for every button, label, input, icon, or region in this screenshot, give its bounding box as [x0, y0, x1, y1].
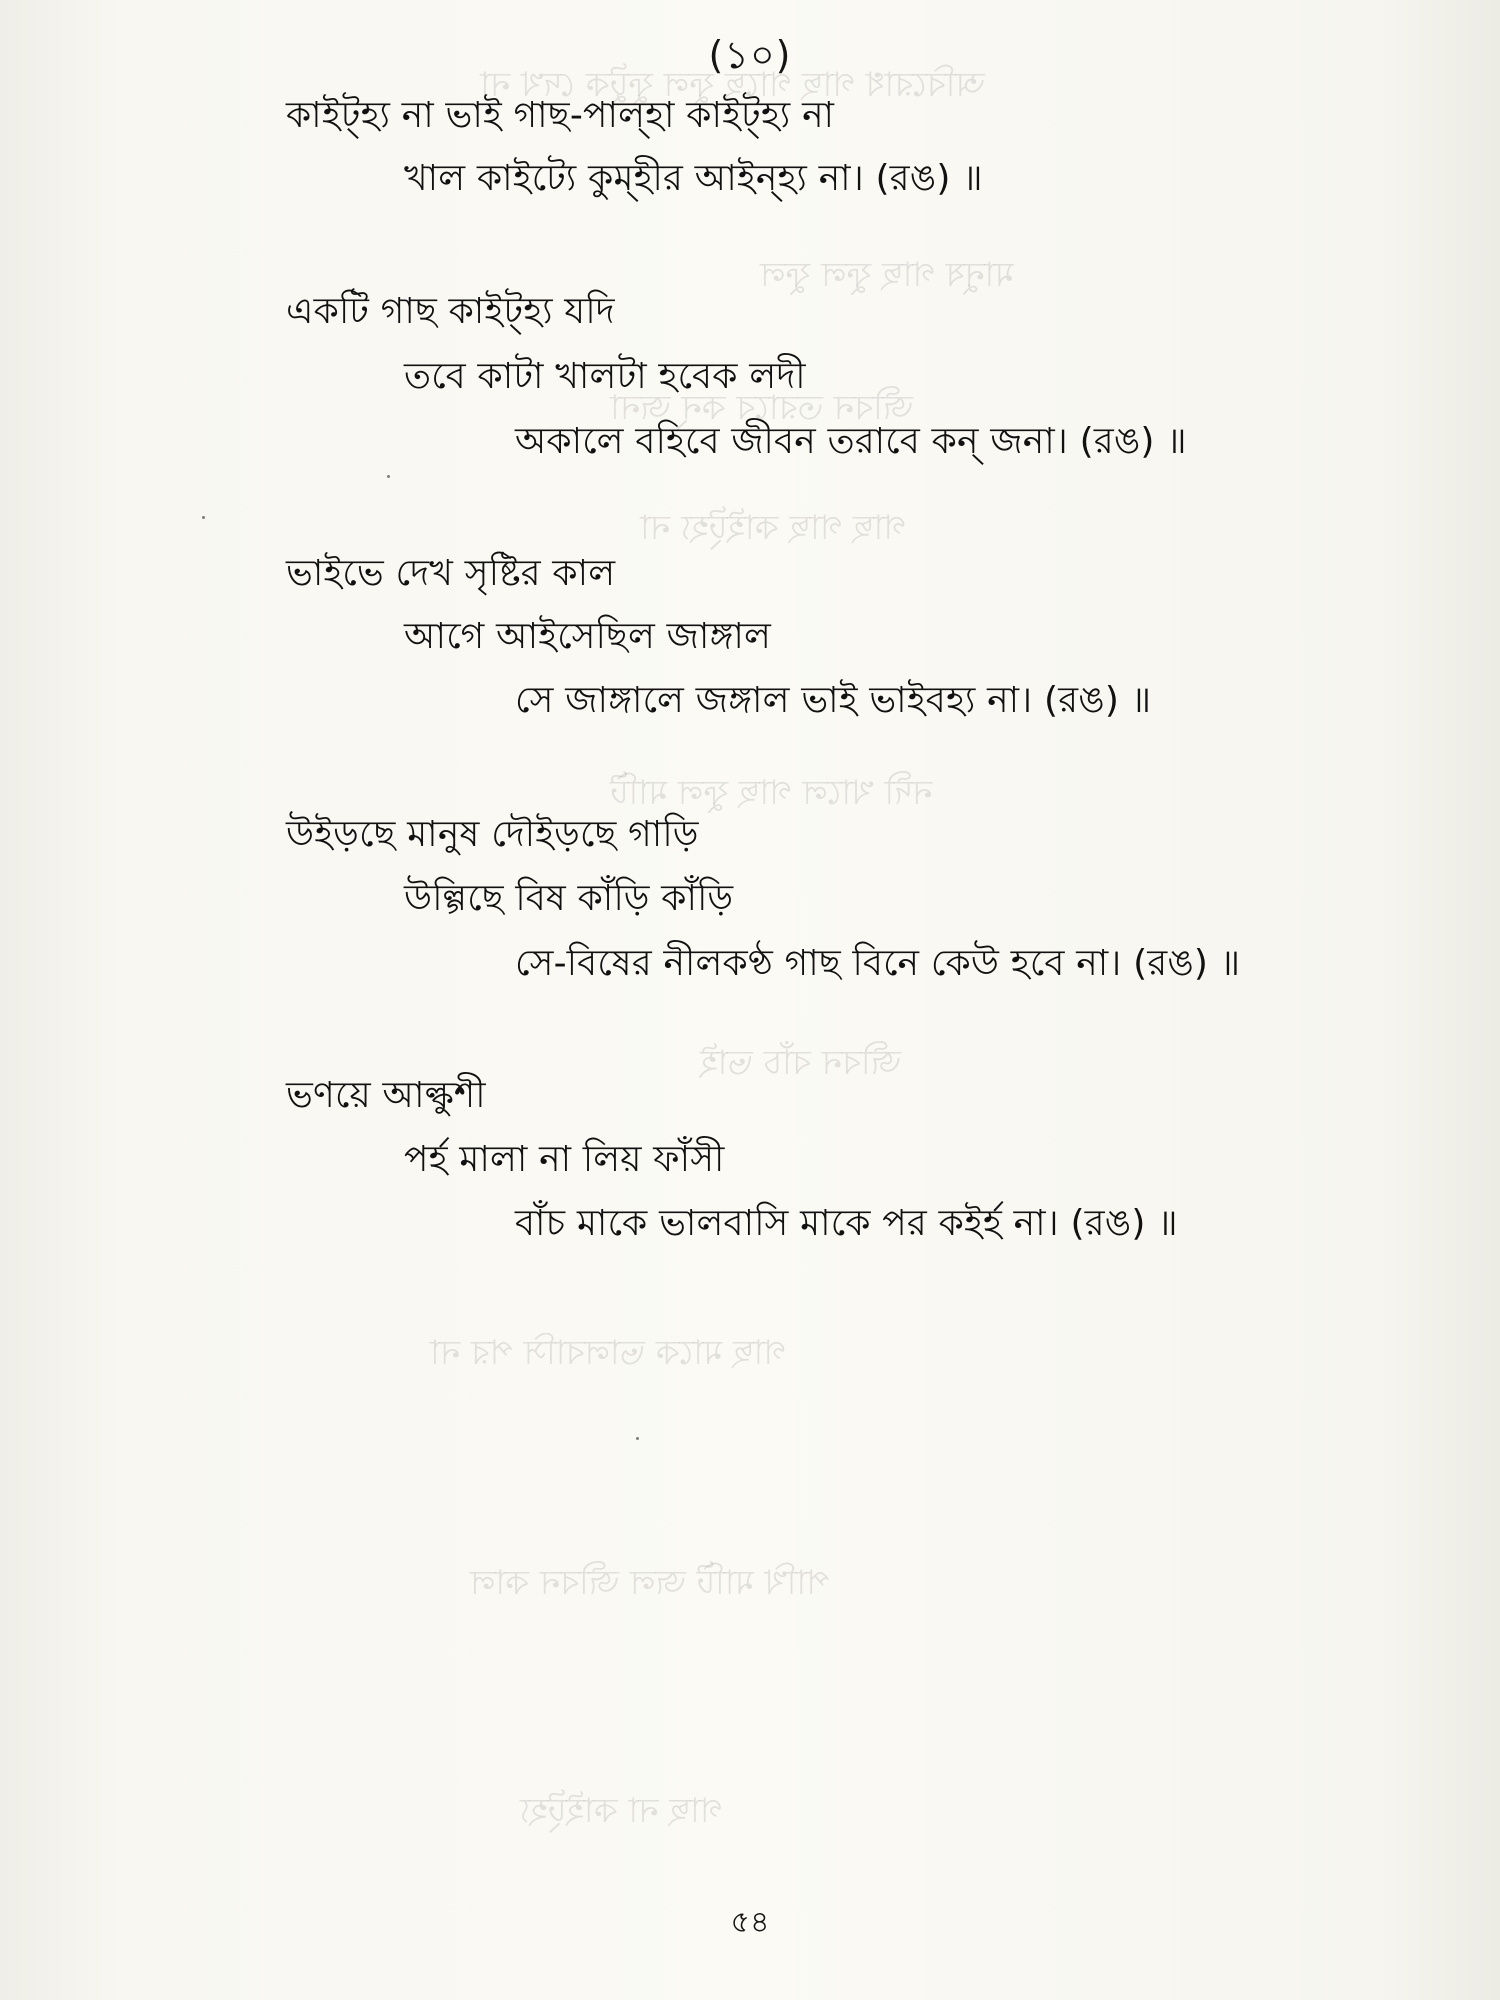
poem-line: খাল কাইট্যে কুম্হীর আইন্হ্য না। (রঙ) ॥ — [404, 158, 983, 199]
poem-line: ভাইভে দেখ সৃষ্টির কাল — [286, 553, 616, 594]
poem-line: বাঁচ মাকে ভালবাসি মাকে পর কইর্হ না। (রঙ) ॥ — [515, 1203, 1178, 1244]
bleed-through-text: গাছ গাছ কাইট্হ্য না — [640, 508, 906, 548]
bleed-through-text: জীবন তরাবে কন্ জনা — [610, 388, 914, 428]
poem-line: তবে কাটা খালটা হবেক লদী — [404, 356, 806, 397]
poem-line: পর্হ মালা না লিয় ফাঁসী — [404, 1139, 725, 1180]
bleed-through-text: গাছ মাকে ভালবাসি পর না — [430, 1333, 786, 1373]
poem-line: সে-বিষের নীলকণ্ঠ গাছ বিনে কেউ হবে না। (রঙ) ॥ — [515, 943, 1241, 984]
bleed-through-text: গাছ না কাইট্হ্য — [520, 1791, 723, 1831]
bleed-through-text: অবিরোধ গাছ গাছে ফুল ফুটুক দেখ না — [480, 65, 985, 105]
page-number-bottom: ৫৪ — [730, 1905, 770, 1940]
poem-line: একটি গাছ কাইট্হ্য যদি — [286, 291, 615, 332]
page-number-top: (১০) — [708, 33, 792, 77]
poem-line: সে জাঙ্গালে জঙ্গাল ভাই ভাইবহ্য না। (রঙ) ॥ — [515, 680, 1152, 721]
poem-line: উল্গিছে বিষ কাঁড়ি কাঁড়ি — [404, 878, 734, 919]
bleed-through-text: নদী খালে গাছ ফুল মাটি — [610, 773, 933, 813]
poem-line: উইড়ছে মানুষ দৌইড়ছে গাড়ি — [286, 814, 699, 855]
poem-line: অকালে বহিবে জীবন তরাবে কন্ জনা। (রঙ) ॥ — [515, 421, 1187, 462]
bleed-through-text: মানুষ গাছ ফুল ফুল — [760, 255, 1014, 295]
bleed-through-text: জীবন বাঁচ ভাই — [700, 1043, 901, 1083]
poem-line: আগে আইসেছিল জাঙ্গাল — [404, 616, 772, 657]
poem-line: ভণয়ে আল্কুশী — [286, 1075, 486, 1116]
poem-line: কাইট্হ্য না ভাই গাছ-পাল্হা কাইট্হ্য না — [286, 95, 835, 136]
bleed-through-text: পাখি মাটি জল জীবন কাল — [470, 1563, 830, 1603]
